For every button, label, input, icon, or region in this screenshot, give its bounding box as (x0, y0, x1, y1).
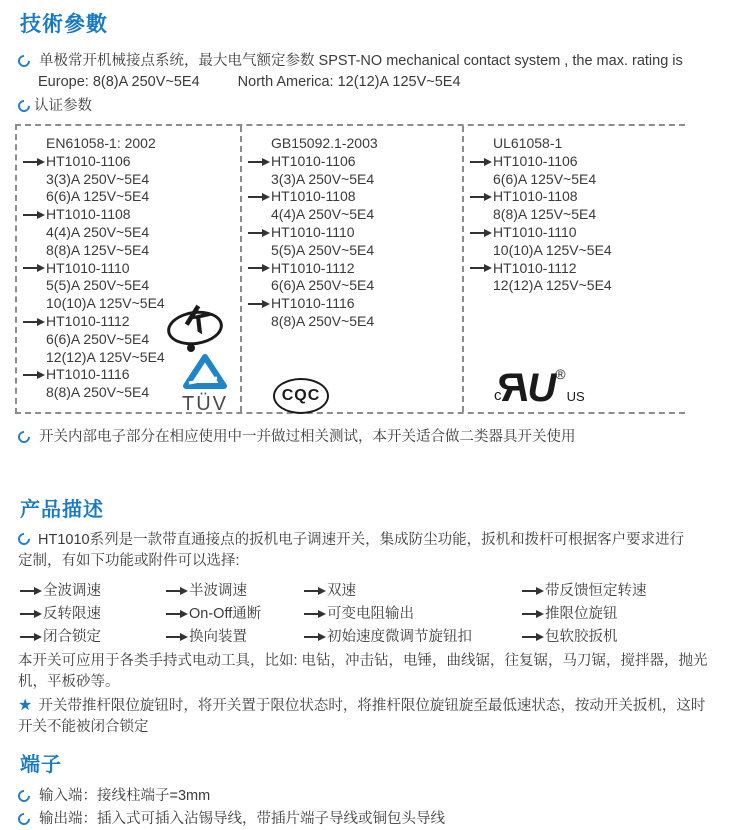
tuv-triangle-icon (183, 354, 227, 390)
tech-bullet-2 (18, 96, 716, 117)
internal-test-note-text: 开关内部电子部分在相应使用中一并做过相关测试，本开关适合做二类器具开关使用 (39, 428, 576, 445)
model-name: HT1010-1112 (271, 259, 355, 276)
arrow-icon (166, 613, 181, 615)
model-row (248, 188, 462, 206)
arrow-icon (23, 267, 38, 269)
model-rating: 3(3)A 250V~5E4 (46, 170, 150, 187)
terminals-title: 端子 (20, 753, 62, 776)
feature-label: 换向装置 (189, 628, 247, 645)
model-row (470, 188, 687, 206)
certification-table (15, 124, 685, 414)
bullet-crescent-icon (16, 98, 33, 115)
model-rating: 6(6)A 250V~5E4 (271, 277, 375, 294)
arrow-icon (248, 267, 263, 269)
ul-recognized-logo (494, 366, 585, 410)
model-rating: 6(6)A 125V~5E4 (46, 188, 150, 205)
feature-label: 半波调速 (189, 582, 247, 599)
arrow-icon (304, 613, 319, 615)
model-row (23, 153, 240, 171)
model-name: HT1010-1112 (493, 259, 577, 276)
kema-k-letter: K (179, 297, 218, 341)
feature-item (166, 627, 304, 647)
model-row (248, 260, 462, 278)
arrow-icon (304, 636, 319, 638)
arrow-icon (304, 590, 319, 592)
model-rating: 8(8)A 250V~5E4 (46, 384, 150, 401)
ul-ru-mark: RU (502, 366, 553, 410)
feature-item (20, 627, 166, 647)
model-name: HT1010-1110 (493, 223, 577, 240)
model-rating: 6(6)A 250V~5E4 (46, 330, 150, 347)
feature-item (20, 604, 166, 624)
tech-bullet-1 (18, 51, 716, 72)
arrow-icon (23, 321, 38, 323)
feature-label: 反转限速 (43, 605, 101, 622)
model-rating: 8(8)A 125V~5E4 (46, 241, 150, 258)
star-icon: ★ (18, 696, 33, 714)
model-rating: 5(5)A 250V~5E4 (46, 277, 150, 294)
cert-column-ul61058 (464, 126, 687, 412)
product-intro (18, 530, 694, 572)
model-name: HT1010-1110 (271, 223, 355, 240)
applications-paragraph: 本开关可应用于各类手持式电动工具，比如: 电钻，冲击钻，电锤，曲线锯，往复锯，马刀锯，搅拌器，抛光机，平板砂等。 (18, 652, 708, 690)
model-rating: 6(6)A 125V~5E4 (493, 170, 597, 187)
arrow-icon (248, 232, 263, 234)
bullet-crescent-icon (16, 530, 33, 547)
model-name: HT1010-1106 (493, 152, 578, 169)
arrow-icon (166, 590, 181, 592)
feature-label: 初始速度微调节旋钮扣 (327, 628, 472, 645)
tech-ratings-line (38, 72, 730, 93)
model-row (23, 206, 240, 224)
model-row (23, 260, 240, 278)
arrow-icon (470, 267, 485, 269)
model-name: HT1010-1112 (46, 312, 130, 329)
model-rating: 4(4)A 250V~5E4 (46, 223, 150, 240)
product-intro-text: HT1010系列是一款带直通接点的扳机电子调速开关，集成防尘功能，扳机和拨杆可根据客户要求进行定制，有如下功能或附件可以选择: (18, 531, 685, 569)
model-row (470, 153, 687, 171)
tech-parameters-title: 技術參數 (20, 13, 108, 36)
bullet-crescent-icon (16, 428, 33, 445)
feature-item (522, 627, 730, 647)
arrow-icon (20, 636, 35, 638)
arrow-icon (470, 232, 485, 234)
terminal-input-text: 输入端：接线柱端子=3mm (39, 787, 211, 804)
model-name: HT1010-1106 (271, 152, 356, 169)
arrow-icon (20, 613, 35, 615)
arrow-icon (166, 636, 181, 638)
feature-label: On-Off通断 (189, 605, 262, 622)
rating-europe: Europe: 8(8)A 250V~5E4 (38, 74, 200, 90)
cqc-logo (273, 378, 329, 414)
feature-item (304, 581, 522, 601)
registered-icon: ® (555, 366, 566, 382)
feature-label: 全波调速 (43, 582, 101, 599)
model-rating: 5(5)A 250V~5E4 (271, 241, 375, 258)
feature-item (304, 627, 522, 647)
kema-keur-logo (167, 297, 225, 349)
feature-list (20, 581, 730, 647)
ul-us-label: US (566, 389, 585, 404)
model-name: HT1010-1108 (271, 188, 356, 205)
standard-name: GB15092.1-2003 (271, 135, 378, 151)
feature-label: 推限位旋钮 (545, 605, 618, 622)
arrow-icon (522, 590, 537, 592)
tuv-label: TÜV (182, 392, 228, 415)
model-name: HT1010-1108 (493, 188, 578, 205)
arrow-icon (470, 196, 485, 198)
model-rating: 8(8)A 125V~5E4 (493, 206, 597, 223)
model-name: HT1010-1116 (271, 295, 355, 312)
arrow-icon (522, 636, 537, 638)
cqc-label: CQC (281, 387, 321, 405)
feature-item (522, 581, 730, 601)
model-name: HT1010-1110 (46, 259, 130, 276)
model-name: HT1010-1106 (46, 152, 131, 169)
model-rating: 10(10)A 125V~5E4 (46, 295, 165, 312)
model-row (248, 224, 462, 242)
arrow-icon (522, 613, 537, 615)
arrow-icon (248, 196, 263, 198)
bullet-crescent-icon (16, 787, 33, 804)
standard-name: EN61058-1: 2002 (46, 135, 156, 151)
rating-north-america: North America: 12(12)A 125V~5E4 (237, 74, 461, 90)
model-rating: 10(10)A 125V~5E4 (493, 241, 612, 258)
internal-test-note (18, 427, 716, 448)
model-name: HT1010-1116 (46, 366, 130, 383)
feature-item (522, 604, 730, 624)
tuv-logo (175, 354, 235, 414)
feature-item (166, 581, 304, 601)
feature-label: 带反馈恒定转速 (545, 582, 647, 599)
feature-item (20, 581, 166, 601)
model-rating: 12(12)A 125V~5E4 (493, 277, 612, 294)
model-rating: 3(3)A 250V~5E4 (271, 170, 375, 187)
model-row (248, 153, 462, 171)
terminal-output-text: 输出端：插入式可插入沾锡导线，带插片端子导线或铜包头导线 (39, 810, 445, 827)
arrow-icon (20, 590, 35, 592)
cert-column-gb15092 (242, 126, 464, 412)
arrow-icon (248, 161, 263, 163)
kema-dot (187, 344, 195, 352)
standard-name: UL61058-1 (493, 135, 563, 151)
model-row (470, 260, 687, 278)
feature-item (304, 604, 522, 624)
model-name: HT1010-1108 (46, 206, 131, 223)
ul-c-label: c (494, 387, 502, 404)
arrow-icon (23, 374, 38, 376)
feature-item (166, 604, 304, 624)
tech-bullet-1-text: 单极常开机械接点系统，最大电气额定参数 SPST-NO mechanical contact system , the max. rating is (39, 53, 683, 69)
terminal-output-line (18, 809, 716, 830)
feature-label: 双速 (327, 582, 356, 599)
model-rating: 4(4)A 250V~5E4 (271, 206, 375, 223)
arrow-icon (470, 161, 485, 163)
feature-label: 可变电阻输出 (327, 605, 414, 622)
feature-label: 包软胶扳机 (545, 628, 618, 645)
model-row (470, 224, 687, 242)
model-rating: 12(12)A 125V~5E4 (46, 348, 165, 365)
bullet-crescent-icon (16, 53, 33, 70)
arrow-icon (248, 303, 263, 305)
arrow-icon (23, 161, 38, 163)
arrow-icon (23, 214, 38, 216)
bullet-crescent-icon (16, 810, 33, 827)
feature-label: 闭合锁定 (43, 628, 101, 645)
terminal-input-line (18, 786, 716, 807)
product-description-title: 产品描述 (20, 498, 104, 521)
star-note-text: 开关带推杆限位旋钮时，将开关置于限位状态时，将推杆限位旋钮旋至最低速状态，按动开关扳机，这时开关不能被闭合锁定 (18, 697, 706, 735)
model-rating: 8(8)A 250V~5E4 (271, 312, 375, 329)
model-row (248, 295, 462, 313)
star-note (18, 695, 718, 738)
cert-params-label: 认证参数 (34, 98, 92, 114)
